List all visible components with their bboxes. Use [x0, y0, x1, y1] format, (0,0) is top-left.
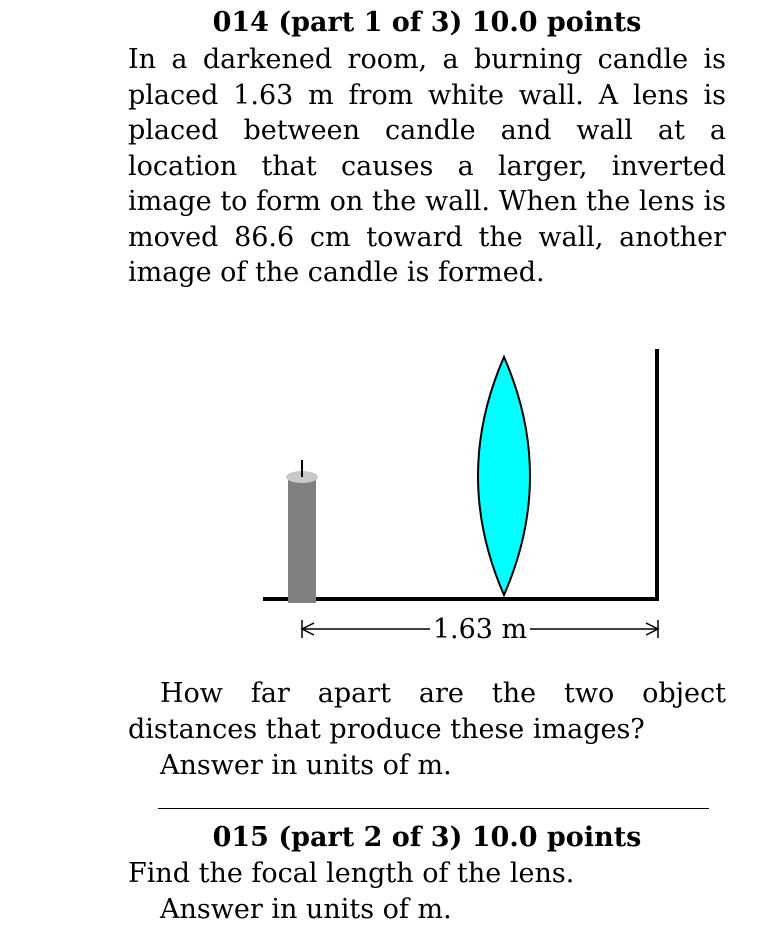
- q015-answer-units: Answer in units of m.: [160, 894, 452, 925]
- q014-answer-units: Answer in units of m.: [160, 750, 452, 781]
- section-divider: [158, 808, 709, 809]
- distance-label: 1.63 m: [432, 614, 528, 645]
- q014-question: How far apart are the two object distances that produce these images?: [128, 678, 726, 745]
- q014-body: In a darkened room, a burning candle is placed 1.63 m from white wall. A lens is placed between candle and wall at a location that causes a larger, inverted image to form on the wall. When the lens is moved 86.6 cm toward the wall, another image of the candle is formed.: [128, 44, 726, 288]
- q014-heading: 014 (part 1 of 3) 10.0 points: [212, 7, 642, 38]
- candle-body: [288, 477, 316, 603]
- lens-icon: [478, 357, 530, 595]
- q015-body: Find the focal length of the lens.: [128, 858, 575, 889]
- candle-icon: [286, 460, 318, 603]
- q015-heading: 015 (part 2 of 3) 10.0 points: [212, 822, 642, 853]
